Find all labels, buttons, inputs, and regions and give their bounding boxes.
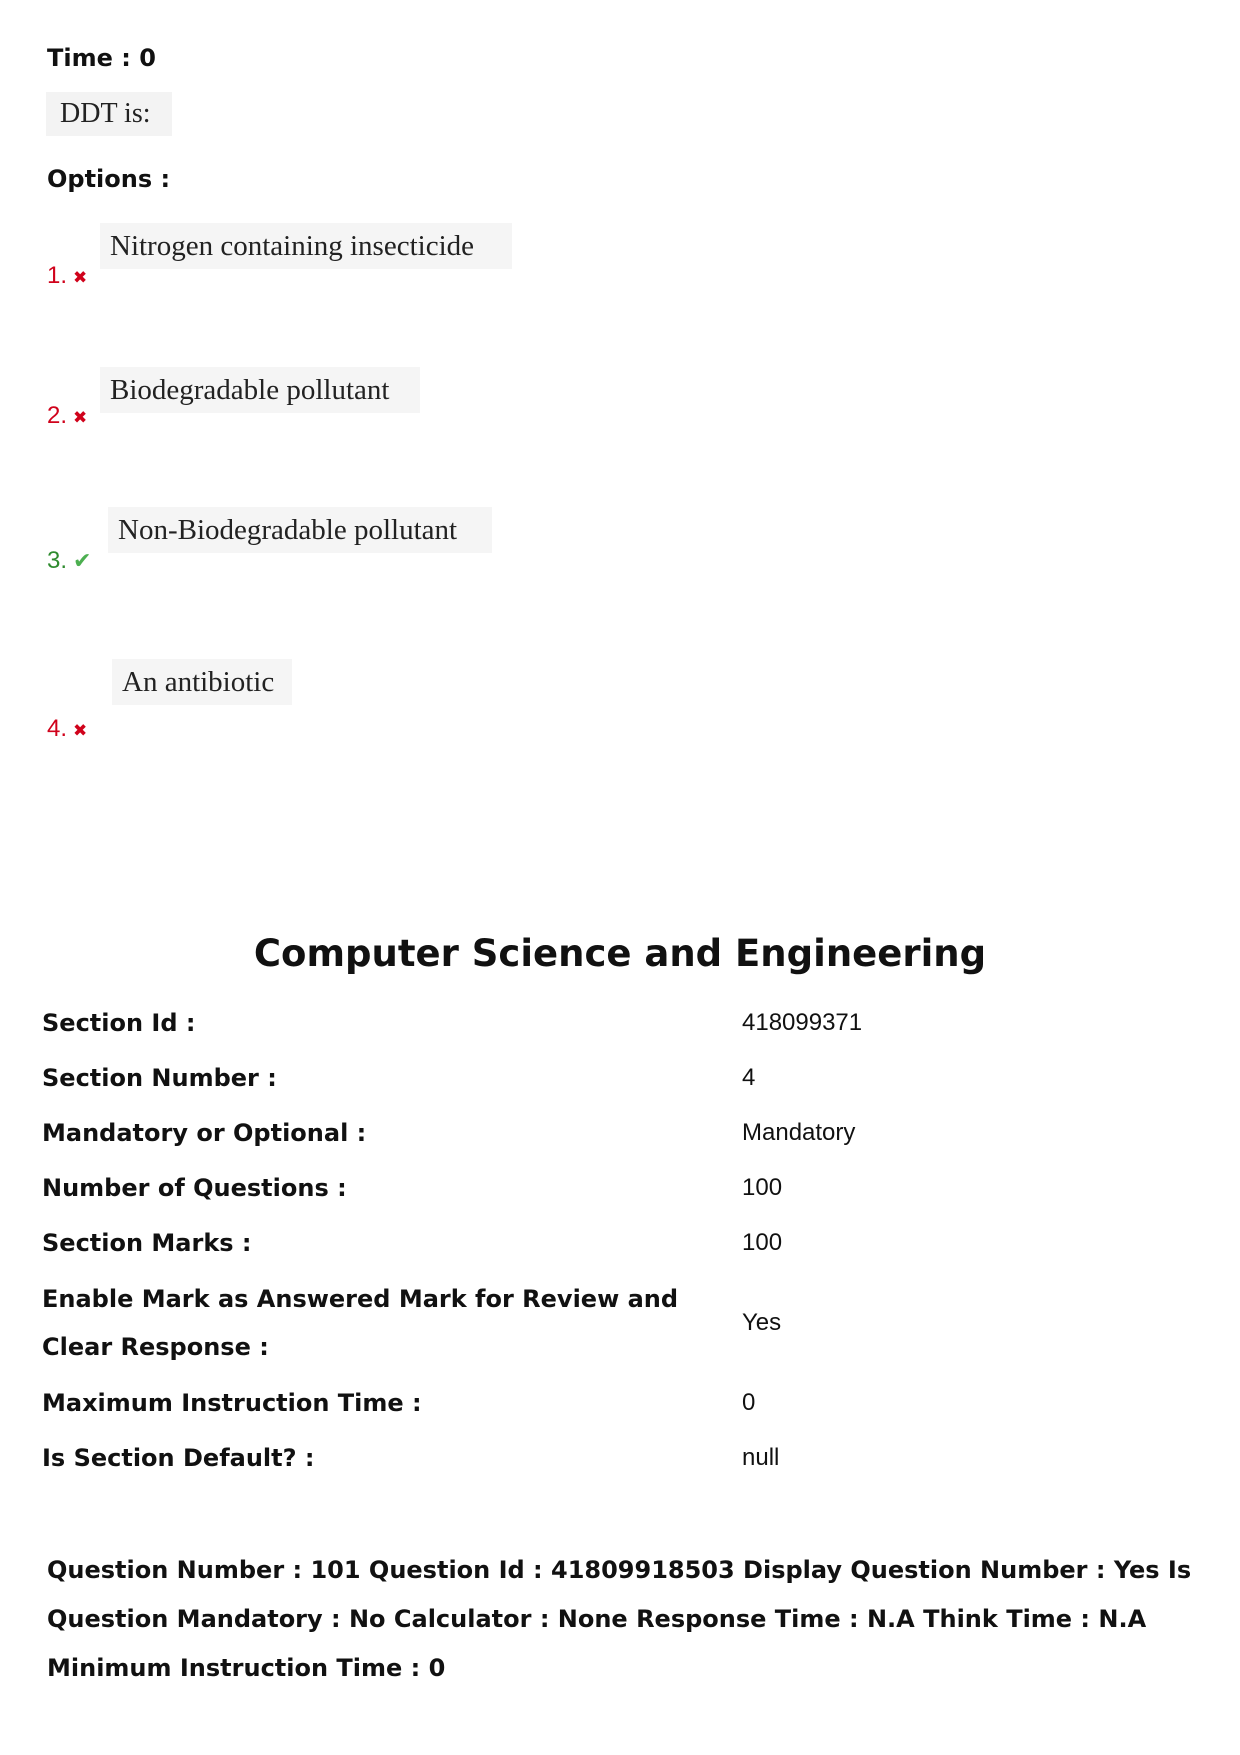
cross-icon: ✖ — [73, 721, 88, 741]
section-info-table — [42, 995, 1192, 1485]
row-value: 4 — [742, 1063, 756, 1091]
row-value: 0 — [742, 1388, 756, 1416]
row-key: Section Marks : — [42, 1228, 252, 1257]
option-3-marker — [47, 547, 91, 575]
option-number: 3. — [47, 547, 68, 574]
table-row — [42, 995, 1192, 1050]
option-2-text: Biodegradable pollutant — [100, 367, 420, 413]
option-number: 2. — [47, 402, 68, 429]
row-value: 100 — [742, 1228, 783, 1256]
row-value: 418099371 — [742, 1008, 863, 1036]
table-row — [42, 1375, 1192, 1430]
option-2-marker — [47, 402, 87, 430]
table-row — [42, 1430, 1192, 1485]
row-value: 100 — [742, 1173, 783, 1201]
options-label: Options : — [47, 165, 171, 193]
row-value: Yes — [742, 1308, 782, 1336]
row-key: Enable Mark as Answered Mark for Review and Clear Response : — [42, 1284, 679, 1361]
row-value: Mandatory — [742, 1118, 856, 1146]
table-row — [42, 1105, 1192, 1160]
row-key: Mandatory or Optional : — [42, 1118, 367, 1147]
section-title: Computer Science and Engineering — [253, 932, 987, 975]
option-1-marker — [47, 262, 87, 290]
row-key: Number of Questions : — [42, 1173, 347, 1202]
row-value: null — [742, 1443, 780, 1471]
option-number: 4. — [47, 715, 68, 742]
question-metadata: Question Number : 101 Question Id : 41809918503 Display Question Number : Yes Is Question Mandatory : No Calculator : None Response Time : N.A Think Time : N.A Minimum Instruction Time : 0 — [47, 1556, 1192, 1682]
cross-icon: ✖ — [73, 268, 88, 288]
table-row — [42, 1050, 1192, 1105]
check-icon: ✔ — [73, 549, 92, 574]
table-row — [42, 1160, 1192, 1215]
option-4-marker — [47, 715, 87, 743]
row-key: Is Section Default? : — [42, 1443, 315, 1472]
option-4-text: An antibiotic — [112, 659, 292, 705]
question-text: DDT is: — [46, 92, 172, 136]
time-label: Time : 0 — [47, 44, 156, 72]
option-number: 1. — [47, 262, 68, 289]
cross-icon: ✖ — [73, 408, 88, 428]
row-key: Section Id : — [42, 1008, 196, 1037]
row-key: Section Number : — [42, 1063, 277, 1092]
option-3-text: Non-Biodegradable pollutant — [108, 507, 492, 553]
option-1-text: Nitrogen containing insecticide — [100, 223, 512, 269]
table-row — [42, 1215, 1192, 1270]
row-key: Maximum Instruction Time : — [42, 1388, 422, 1417]
table-row — [42, 1270, 1192, 1375]
